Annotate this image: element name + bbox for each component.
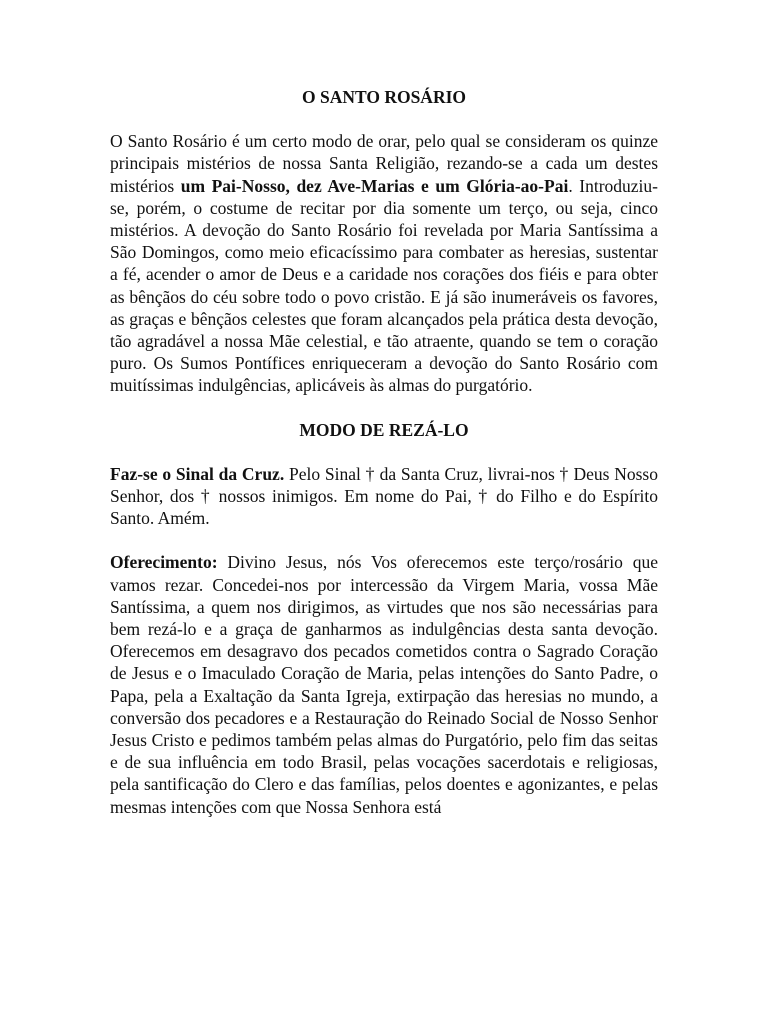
offering-label: Oferecimento: xyxy=(110,552,218,573)
document-title: O SANTO ROSÁRIO xyxy=(301,87,467,107)
offering-paragraph xyxy=(110,551,658,817)
section-title: MODO DE REZÁ-LO xyxy=(299,419,469,440)
intro-text-start: O Santo Rosário é um certo modo de orar, pelo qual se consideram os quinze principais mistérios de nossa Santa Religião, rezando-se a cada um destes mistérios xyxy=(110,131,658,196)
sign-of-cross-label: Faz-se o Sinal da Cruz. xyxy=(110,463,285,484)
intro-text-end: . Introduziu-se, porém, o costume de recitar por dia somente um terço, ou seja, cinco mistérios. A devoção do Santo Rosário foi revelada por Maria Santíssima a São Domingos, como meio eficacíssimo para combater as heresias, sustentar a fé, acender o amor de Deus e a caridade nos corações dos fiéis e para obter as bênçãos do céu sobre todo o povo cristão. E já são inumeráveis os favores, as graças e bênçãos celestes que foram alcançados pela prática desta devoção, tão agradável a nossa Mãe celestial, e tão atraente, quando se tem o coração puro. Os Sumos Pontífices enriqueceram a devoção do Santo Rosário com muitíssimas indulgências, aplicáveis às almas do purgatório. xyxy=(110,175,658,396)
intro-paragraph xyxy=(110,130,658,396)
document-page xyxy=(110,86,658,840)
sign-of-cross-paragraph xyxy=(110,463,658,530)
intro-bold-prayers: um Pai-Nosso, dez Ave-Marias e um Glória-ao-Pai xyxy=(180,175,569,196)
offering-text: Divino Jesus, nós Vos oferecemos este terço/rosário que vamos rezar. Concedei-nos por intercessão da Virgem Maria, vossa Mãe Santíssima, a quem nos dirigimos, as virtudes que nos são necessárias para bem rezá-lo e a graça de ganharmos as indulgências desta santa devoção. Oferecemos em desagravo dos pecados cometidos contra o Sagrado Coração de Jesus e o Imaculado Coração de Maria, pelas intenções do Santo Padre, o Papa, pela a Exaltação da Santa Igreja, extirpação das heresias no mundo, a conversão dos pecadores e a Restauração do Reinado Social de Nosso Senhor Jesus Cristo e pedimos também pelas almas do Purgatório, pelo fim das seitas e de sua influência em todo Brasil, pelas vocações sacerdotais e religiosas, pela santificação do Clero e das famílias, pelos doentes e agonizantes, e pelas mesmas intenções com que Nossa Senhora está xyxy=(110,552,658,817)
sign-of-cross-text: Pelo Sinal † da Santa Cruz, livrai-nos † Deus Nosso Senhor, dos † nossos inimigos. Em nome do Pai, † do Filho e do Espírito Santo. Amém. xyxy=(110,463,658,529)
